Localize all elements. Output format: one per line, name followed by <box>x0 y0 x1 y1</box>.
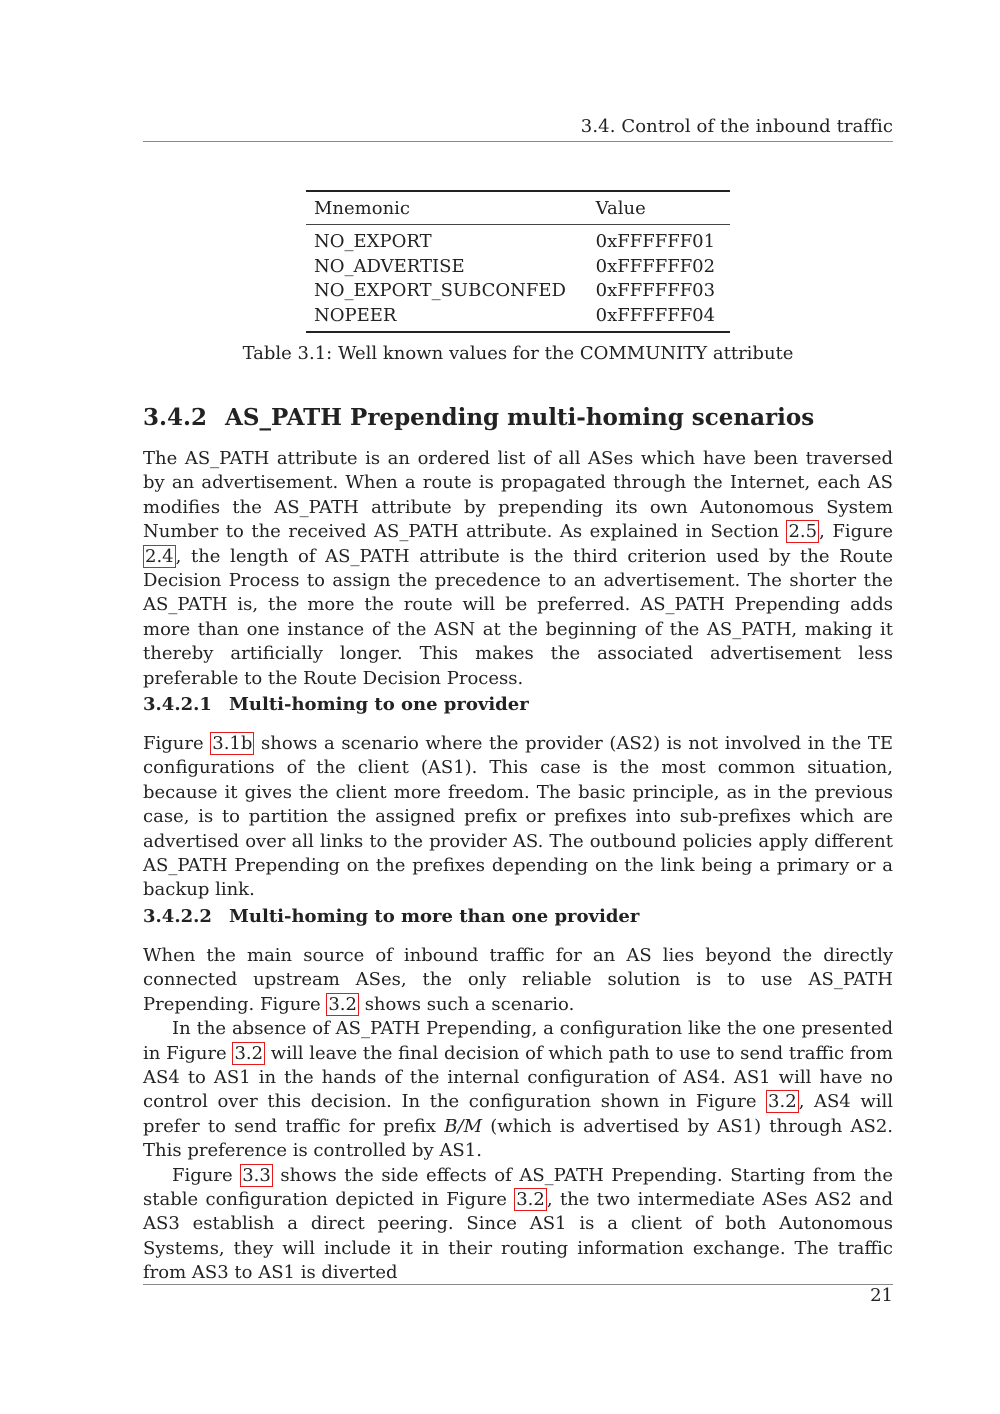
subsection-heading-2 <box>143 906 639 927</box>
table-cell-value: 0xFFFFFF03 <box>595 280 716 301</box>
table-cell-mnemonic: NOPEER <box>306 304 588 333</box>
community-values-table <box>306 190 730 333</box>
subsection-2-paragraph-2 <box>143 1017 893 1163</box>
table-cell-value: 0xFFFFFF04 <box>588 304 730 333</box>
table-caption: Table 3.1: Well known values for the COMMUNITY attribute <box>242 343 794 364</box>
table-row <box>306 255 730 280</box>
table-cell-mnemonic: NO_EXPORT_SUBCONFED <box>314 280 566 301</box>
ref-link-figure-2-4[interactable]: 2.4 <box>145 545 174 567</box>
text-run: (which is advertised by AS1) through AS2. This preference is controlled by AS1. <box>143 1115 893 1162</box>
subsection-number: 3.4.2.2 <box>143 906 212 927</box>
table-header-row <box>306 191 730 225</box>
subsection-2-body <box>0 944 1000 1286</box>
table-cell-value: 0xFFFFFF01 <box>595 231 716 252</box>
header-rule <box>143 141 893 142</box>
ref-link-figure-3-2[interactable]: 3.2 <box>516 1189 545 1211</box>
subsection-title: Multi-homing to more than one provider <box>229 906 640 927</box>
section-title: AS_PATH Prepending multi-homing scenarios <box>225 404 815 431</box>
running-head: 3.4. Control of the inbound traffic <box>580 116 893 137</box>
page-number: 21 <box>870 1285 893 1306</box>
text-run: The AS_PATH attribute is an ordered list of all ASes which have been traversed by an advertisement. When a route is propagated through the Internet, each AS modifies the AS_PATH attribute by prepending its own Autonomous System Number to the received AS_PATH attribute. As explained in Section <box>143 448 893 543</box>
subsection-2-paragraph-1 <box>143 944 893 1017</box>
text-run: , the two intermediate ASes AS2 and AS3 establish a direct peering. Since AS1 is a client of both Autonomous Systems, they will include it in their routing information exchange. The traffic from AS3 to AS1 is diverted <box>143 1189 893 1284</box>
section-number: 3.4.2 <box>143 404 208 431</box>
subsection-1-paragraph <box>143 732 893 903</box>
table-cell-value: 0xFFFFFF02 <box>595 255 716 277</box>
ref-link-section-2-5[interactable]: 2.5 <box>788 521 818 543</box>
subsection-heading-1 <box>143 694 529 715</box>
text-run: Figure <box>143 733 211 754</box>
column-header-value: Value <box>588 191 730 225</box>
text-run: , the length of AS_PATH attribute is the third criterion used by the Route Decision Process to assign the precedence to an advertisement. The shorter the AS_PATH is, the more the route will be preferred. AS_PATH Prepending adds more than one instance of the ASN at the beginning of the AS_PATH, making it thereby artificially longer. This makes the associated advertisement less preferable to the Route Decision Process. <box>143 545 893 689</box>
text-run: Figure <box>172 1164 241 1186</box>
column-header-mnemonic: Mnemonic <box>306 191 588 225</box>
text-run: will leave the final decision of which path to use to send traffic from AS4 to AS1 in the hands of the internal configuration of AS4. AS1 will have no control over this decision. In the configuration shown in Figure <box>143 1042 893 1113</box>
table-row <box>306 279 730 304</box>
subsection-title: Multi-homing to one provider <box>229 694 529 715</box>
ref-link-figure-3-2[interactable]: 3.2 <box>234 1042 264 1064</box>
table-row <box>306 225 730 255</box>
table-cell-mnemonic: NO_EXPORT <box>314 231 432 252</box>
table-cell-mnemonic: NO_ADVERTISE <box>314 255 465 277</box>
text-run: When the main source of inbound traffic for an AS lies beyond the directly connected upstream ASes, the only reliable solution is to use AS_PATH Prepending. Figure <box>143 945 893 1015</box>
ref-link-figure-3-3[interactable]: 3.3 <box>242 1164 271 1186</box>
subsection-number: 3.4.2.1 <box>143 694 212 715</box>
subsection-2-paragraph-3 <box>143 1164 893 1286</box>
text-run: , AS4 will prefer to send traffic for prefix <box>143 1091 893 1137</box>
table-row <box>306 304 730 333</box>
ref-link-figure-3-2[interactable]: 3.2 <box>328 993 357 1015</box>
text-run: , Figure <box>819 521 894 543</box>
text-run: In the absence of AS_PATH Prepending, a configuration like the one presented in Figure <box>143 1018 893 1064</box>
text-run: shows such a scenario. <box>358 993 575 1015</box>
text-run: shows the side effects of AS_PATH Prepending. Starting from the stable configuration depicted in Figure <box>143 1164 893 1211</box>
section-heading <box>143 404 814 431</box>
math-prefix: B/M <box>444 1115 483 1137</box>
text-run: shows a scenario where the provider (AS2) is not involved in the TE configurations of the client (AS1). This case is the most common situation, because it gives the client more freedom. The basic principle, as in the previous case, is to partition the assigned prefix or prefixes into sub-prefixes which are advertised over all links to the provider AS. The outbound policies apply different AS_PATH Prepending on the prefixes depending on the link being a primary or a backup link. <box>143 733 894 901</box>
section-paragraph <box>143 447 893 691</box>
ref-link-figure-3-1b[interactable]: 3.1b <box>212 733 253 754</box>
ref-link-figure-3-2[interactable]: 3.2 <box>768 1091 797 1113</box>
